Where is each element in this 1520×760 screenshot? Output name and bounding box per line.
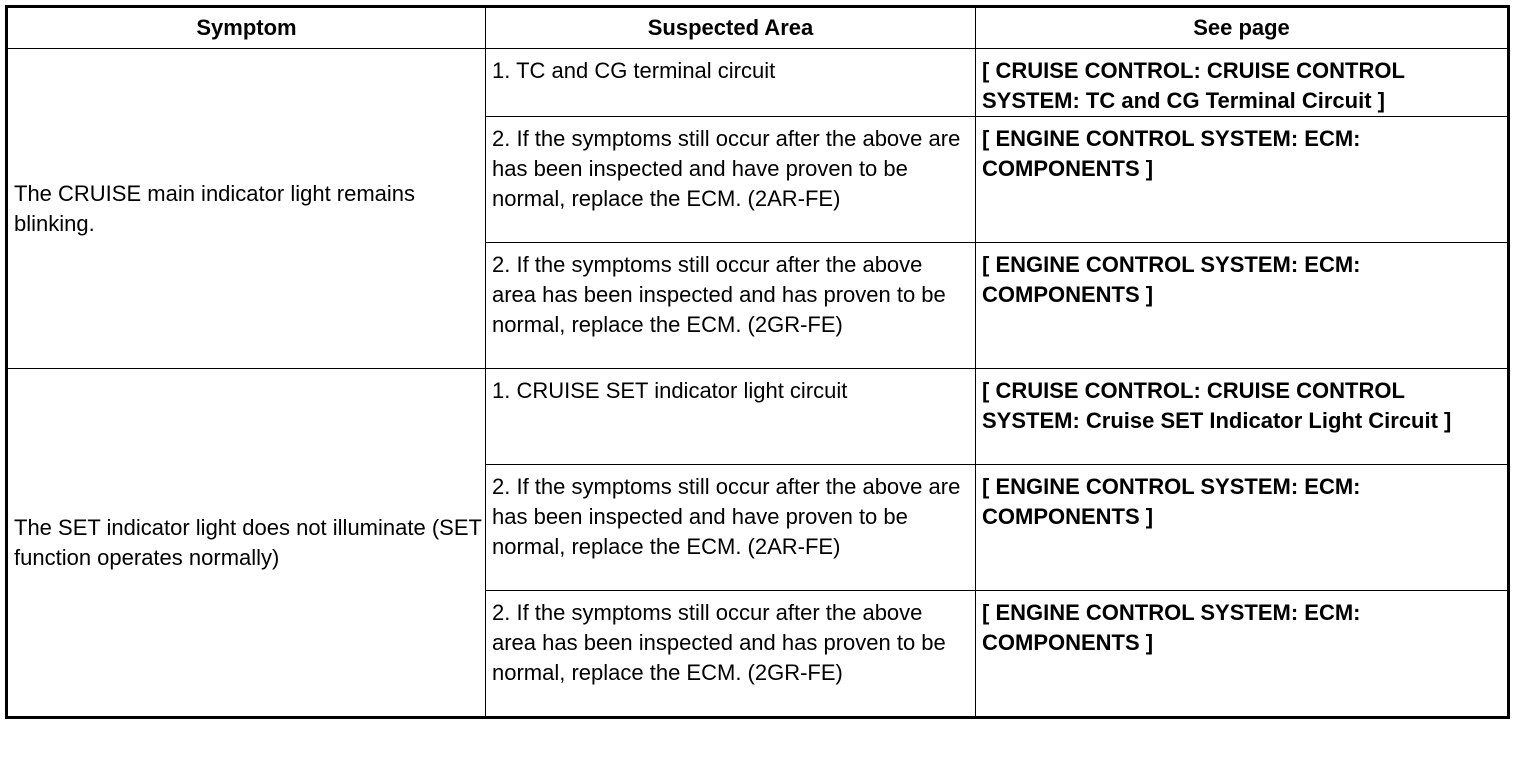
see-page-link[interactable]: [ ENGINE CONTROL SYSTEM: ECM: COMPONENTS ] (976, 117, 1509, 243)
suspected-area-cell: 2. If the symptoms still occur after the above are has been inspected and have proven to be normal, replace the ECM. (2AR-FE) (486, 117, 976, 243)
see-page-link[interactable]: [ ENGINE CONTROL SYSTEM: ECM: COMPONENTS ] (976, 465, 1509, 591)
suspected-area-cell: 2. If the symptoms still occur after the above are has been inspected and have proven to be normal, replace the ECM. (2AR-FE) (486, 465, 976, 591)
header-symptom: Symptom (7, 7, 486, 49)
header-see-page: See page (976, 7, 1509, 49)
symptom-cell: The SET indicator light does not illuminate (SET function operates normally) (7, 369, 486, 718)
header-suspected-area: Suspected Area (486, 7, 976, 49)
header-row (7, 7, 1509, 49)
suspected-area-cell: 2. If the symptoms still occur after the above area has been inspected and has proven to be normal, replace the ECM. (2GR-FE) (486, 591, 976, 718)
table-row (7, 369, 1509, 465)
symptom-cell: The CRUISE main indicator light remains blinking. (7, 49, 486, 369)
see-page-link[interactable]: [ ENGINE CONTROL SYSTEM: ECM: COMPONENTS ] (976, 243, 1509, 369)
problem-symptoms-table (5, 5, 1510, 719)
suspected-area-cell: 2. If the symptoms still occur after the above area has been inspected and has proven to be normal, replace the ECM. (2GR-FE) (486, 243, 976, 369)
suspected-area-cell: 1. TC and CG terminal circuit (486, 49, 976, 117)
see-page-link[interactable]: [ ENGINE CONTROL SYSTEM: ECM: COMPONENTS ] (976, 591, 1509, 718)
table-row (7, 49, 1509, 117)
suspected-area-cell: 1. CRUISE SET indicator light circuit (486, 369, 976, 465)
see-page-link[interactable]: [ CRUISE CONTROL: CRUISE CONTROL SYSTEM: TC and CG Terminal Circuit ] (976, 49, 1509, 117)
see-page-link[interactable]: [ CRUISE CONTROL: CRUISE CONTROL SYSTEM: Cruise SET Indicator Light Circuit ] (976, 369, 1509, 465)
